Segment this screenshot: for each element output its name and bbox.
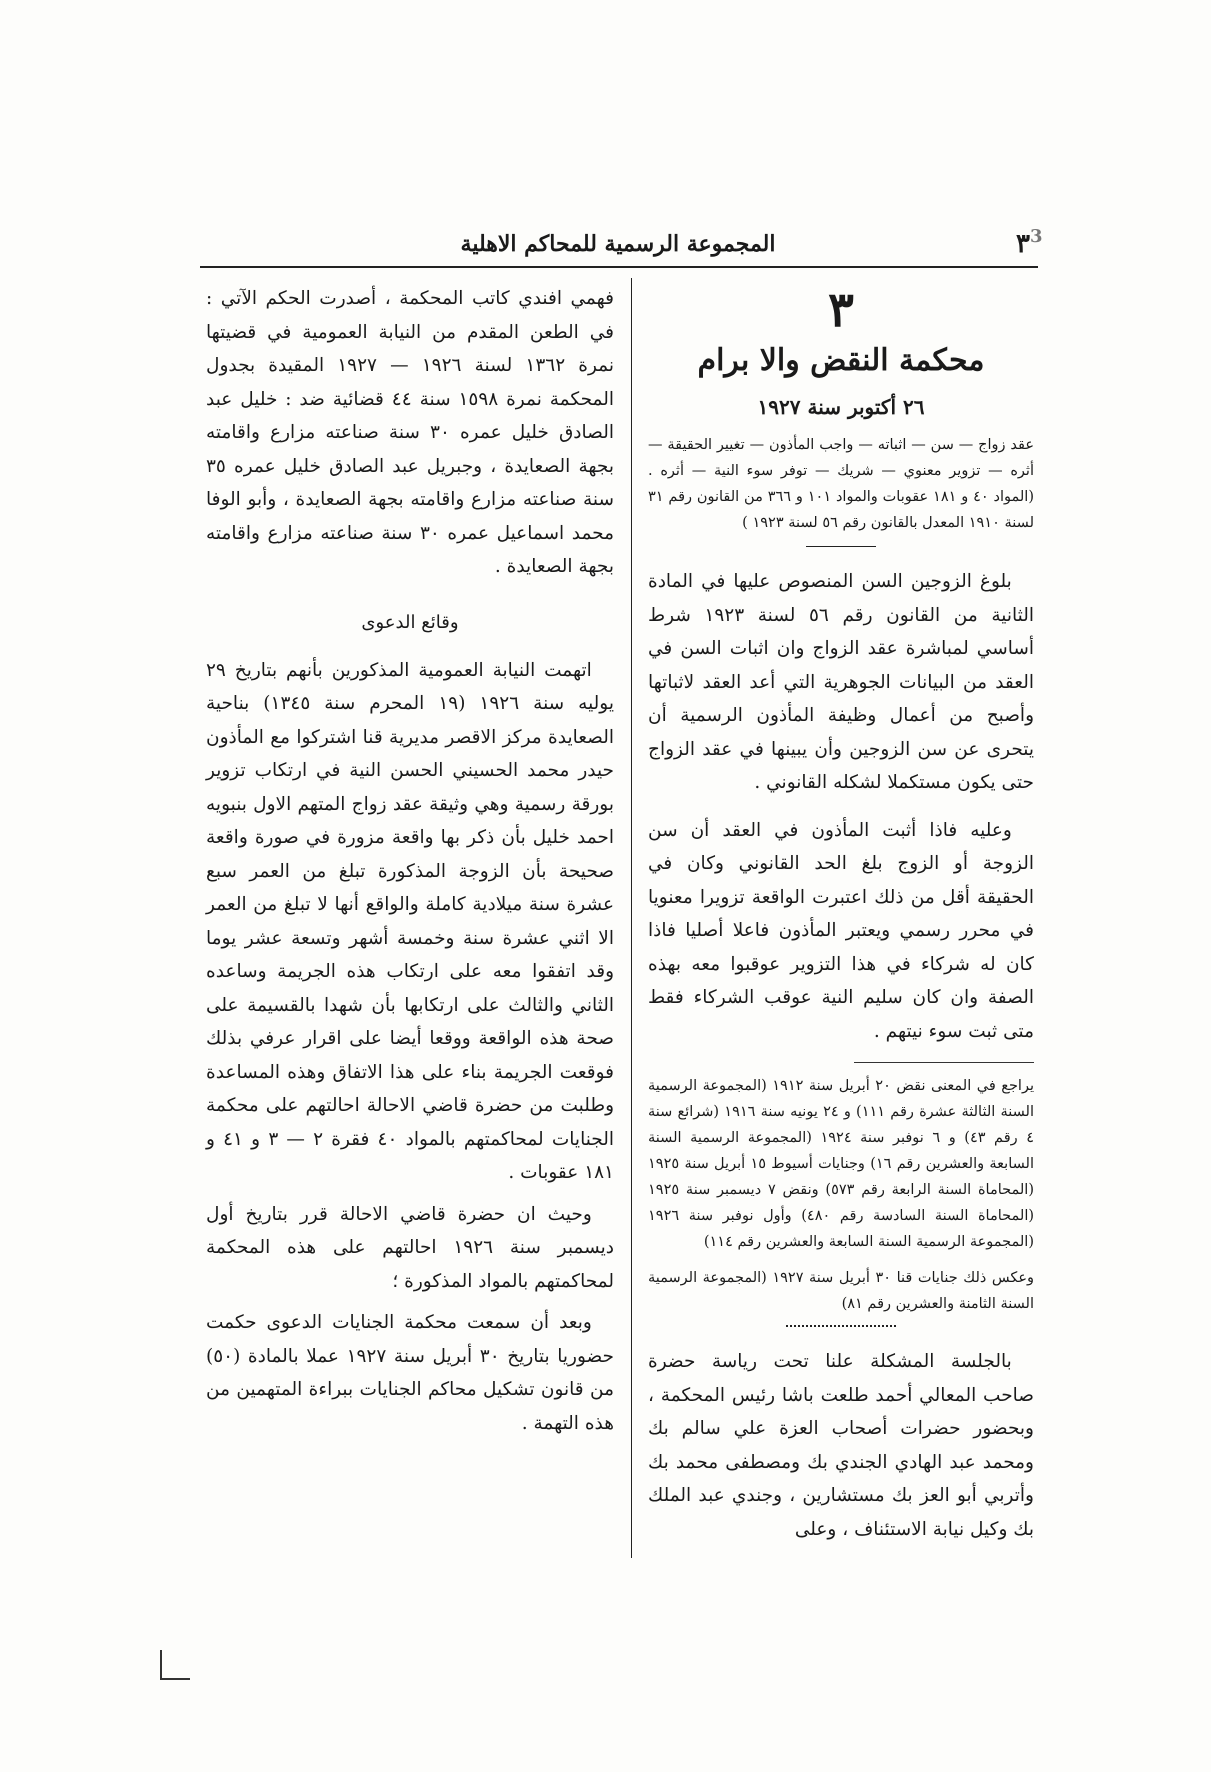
section-rule [806, 546, 876, 547]
ruling-date: ٢٦ أكتوبر سنة ١٩٢٧ [757, 395, 925, 419]
references [648, 1073, 1034, 1317]
dotted-separator [786, 1325, 896, 1327]
footnote-rule [854, 1062, 1034, 1063]
session-paragraph: بالجلسة المشكلة علنا تحت رياسة حضرة صاحب المعالي أحمد طلعت باشا رئيس المحكمة ، وبحضور حضرات أصحاب العزة علي سالم بك ومحمد عبد الهادي الجندي بك ومصطفى محمد بك وأتربي أبو العز بك مستشارين ، وجندي عبد الملك بك وكيل نيابة الاستئناف ، وعلى [648, 1351, 1034, 1540]
left-column [206, 282, 614, 1448]
reference-item: يراجع في المعنى نقض ٢٠ أبريل سنة ١٩١٢ (المجموعة الرسمية السنة الثالثة عشرة رقم ١١١) و ٢٤ يونيه سنة ١٩١٦ (شرائع سنة ٤ رقم ٤٣) و ٦ نوفبر سنة ١٩٢٤ (المجموعة الرسمية السنة السابعة والعشرين رقم ١٦) وجنايات أسيوط ١٥ أبريل سنة ١٩٢٥ (المحاماة السنة الرابعة رقم ٥٧٣) ونقض ٧ ديسمبر سنة ١٩٢٥ (المحاماة السنة السادسة رقم ٤٨٠) وأول نوفبر سنة ١٩٢٦ (المجموعة الرسمية السنة السابعة والعشرين رقم ١١٤) [648, 1078, 1035, 1250]
corner-mark [160, 1650, 190, 1680]
case-number: ٣ [828, 282, 854, 338]
court-name: محكمة النقض والا برام [697, 343, 985, 378]
summary-paragraph-2: وعليه فاذا أثبت المأذون في العقد أن سن الزوجة أو الزوج بلغ الحد القانوني وكان في الحقيقة أقل من ذلك اعتبرت الواقعة تزويرا معنويا في محرر رسمي ويعتبر المأذون فاعلا أصليا فاذا كان له شركاء في هذا التزوير عوقبوا معه بهذه الصفة وان كان سليم النية عوقب الشركاء فقط متى ثبت سوء نيتهم . [648, 819, 1034, 1042]
right-column [648, 282, 1034, 1560]
column-divider [631, 278, 632, 1558]
page-header [200, 222, 1043, 266]
page-number: ٣ [1016, 229, 1030, 259]
reference-item: وعكس ذلك جنايات قنا ٣٠ أبريل سنة ١٩٢٧ (المجموعة الرسمية السنة الثامنة والعشرين رقم ٨١) [648, 1270, 1034, 1312]
edge-mark: 3 [1030, 226, 1043, 247]
keywords-block: عقد زواج — سن — اثباته — واجب المأذون — تغيير الحقيقة — أثره — تزوير معنوي — شريك — توفر سوء النية — أثره . (المواد ٤٠ و ١٨١ عقوبات والمواد ١٠١ و ٣٦٦ من القانون رقم ٣١ لسنة ١٩١٠ المعدل بالقانون رقم ٥٦ لسنة ١٩٢٣ ) [648, 437, 1034, 531]
facts-paragraph-3: وبعد أن سمعت محكمة الجنايات الدعوى حكمت حضوريا بتاريخ ٣٠ أبريل سنة ١٩٢٧ عملا بالمادة (٥٠) من قانون تشكيل محاكم الجنايات ببراءة المتهمين من هذه التهمة . [206, 1312, 614, 1434]
summary-paragraph-1: بلوغ الزوجين السن المنصوص عليها في المادة الثانية من القانون رقم ٥٦ لسنة ١٩٢٣ شرط أساسي لمباشرة عقد الزواج وان اثبات السن في العقد من البيانات الجوهرية التي أعد العقد لاثباتها وأصبح من أعمال وظيفة المأذون الرسمية أن يتحرى عن سن الزوجين وأن يبينها في عقد الزواج حتى يكون مستكملا لشكله القانوني . [648, 571, 1034, 793]
facts-paragraph-1: اتهمت النيابة العمومية المذكورين بأنهم بتاريخ ٢٩ يوليه سنة ١٩٢٦ (١٩ المحرم سنة ١٣٤٥) بناحية الصعايدة مركز الاقصر مديرية قنا اشتركوا مع المأذون حيدر محمد الحسيني الحسن النية في ارتكاب تزوير بورقة رسمية وهي وثيقة عقد زواج المتهم الاول بنبويه احمد خليل بأن ذكر بها واقعة مزورة في صورة واقعة صحيحة بأن الزوجة المذكورة تبلغ من العمر سبع عشرة سنة ميلادية كاملة والواقع أنها لا تبلغ من العمر الا اثني عشرة سنة وخمسة أشهر وتسعة عشر يوما وقد اتفقوا معه على ارتكاب هذه الجريمة وساعده الثاني والثالث على ارتكابها بأن شهدا بالقسيمة على صحة هذه الواقعة ووقعا أيضا على اقرار عرفي بذلك فوقعت الجريمة بناء على هذا الاتفاق وهذه المساعدة وطلبت من حضرة قاضي الاحالة احالتهم على محكمة الجنايات لمحاكمتهم بالمواد ٤٠ فقرة ٢ — ٣ و ٤١ و ١٨١ عقوبات . [206, 659, 615, 1183]
intro-paragraph: فهمي افندي كاتب المحكمة ، أصدرت الحكم الآتي : في الطعن المقدم من النيابة العمومية في قضيتها نمرة ١٣٦٢ لسنة ١٩٢٦ — ١٩٢٧ المقيدة بجدول المحكمة نمرة ١٥٩٨ سنة ٤٤ قضائية ضد : خليل عبد الصادق خليل عمره ٣٠ سنة صناعته مزارع واقامته بجهة الصعايدة ، وجبريل عبد الصادق خليل عمره ٣٥ سنة صناعته مزارع واقامته بجهة الصعايدة ، وأبو الوفا محمد اسماعيل عمره ٣٠ سنة صناعته مزارع واقامته بجهة الصعايدة . [206, 288, 615, 577]
facts-paragraph-2: وحيث ان حضرة قاضي الاحالة قرر بتاريخ أول ديسمبر سنة ١٩٢٦ احالتهم على هذه المحكمة لمحاكمتهم بالمواد المذكورة ؛ [206, 1203, 615, 1292]
running-title: المجموعة الرسمية للمحاكم الاهلية [460, 231, 776, 257]
facts-heading: وقائع الدعوى [361, 611, 459, 633]
header-rule [200, 266, 1038, 268]
